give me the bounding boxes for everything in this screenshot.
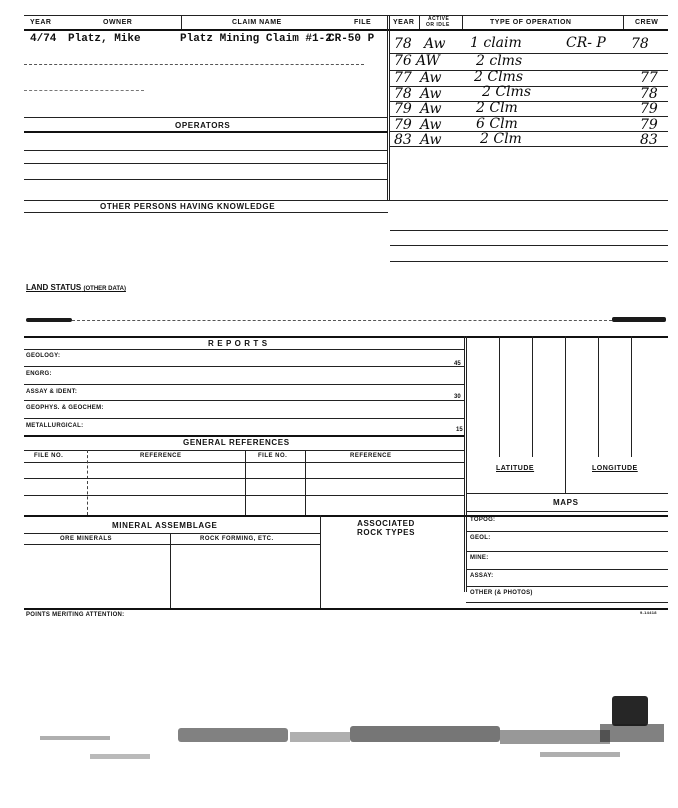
activity-year: 77 xyxy=(394,70,412,86)
report-label: METALLURGICAL: xyxy=(26,423,84,429)
rock-forming-header: ROCK FORMING, ETC. xyxy=(200,536,274,542)
maps-row-label: OTHER (& PHOTOS) xyxy=(470,590,533,596)
maps-row-label: TOPOG: xyxy=(470,517,496,523)
report-label: GEOPHYS. & GEOCHEM: xyxy=(26,405,104,411)
header-type-of-operation: TYPE OF OPERATION xyxy=(490,19,572,26)
activity-operation: 2 clms xyxy=(476,53,523,69)
latitude-label: LATITUDE xyxy=(496,465,535,472)
form-number: 9-14418 xyxy=(640,610,657,615)
record-file: CR-50 P xyxy=(328,33,375,45)
activity-year: 79 xyxy=(394,101,412,117)
activity-operation: 2 Clms xyxy=(482,84,532,100)
record-claim-name: Platz Mining Claim #1-2 xyxy=(180,33,332,45)
activity-crew: 79 xyxy=(640,117,658,133)
activity-operation: 2 Clms xyxy=(474,69,524,85)
activity-operation: 2 Clm xyxy=(476,100,518,116)
maps-row-label: ASSAY: xyxy=(470,573,494,579)
report-label: ASSAY & IDENT: xyxy=(26,389,78,395)
activity-year: 76 xyxy=(394,53,412,69)
ref-header-reference: REFERENCE xyxy=(140,453,182,459)
other-persons-heading: OTHER PERSONS HAVING KNOWLEDGE xyxy=(100,202,276,211)
report-label: ENGRG: xyxy=(26,371,52,377)
reports-heading: R E P O R T S xyxy=(208,339,268,348)
report-label: GEOLOGY: xyxy=(26,353,61,359)
general-references-heading: GENERAL REFERENCES xyxy=(183,438,290,447)
activity-status: Aw xyxy=(420,132,442,148)
report-code: 30 xyxy=(454,394,461,400)
activity-crew: 78 xyxy=(631,36,649,52)
operators-heading: OPERATORS xyxy=(175,121,231,130)
header-active-line2: OR IDLE xyxy=(426,22,450,28)
header-file: FILE xyxy=(354,19,372,26)
ref-header-file-no-2: FILE NO. xyxy=(258,453,288,459)
points-meriting-label: POINTS MERITING ATTENTION: xyxy=(26,612,125,618)
land-status-label: LAND STATUS xyxy=(26,283,82,292)
activity-crew: 83 xyxy=(640,132,658,148)
activity-year: 78 xyxy=(394,36,412,52)
longitude-label: LONGITUDE xyxy=(592,465,638,472)
activity-crew: 77 xyxy=(640,70,658,86)
activity-status: Aw xyxy=(420,86,442,102)
header-crew: CREW xyxy=(635,19,659,26)
activity-year: 78 xyxy=(394,86,412,102)
report-code: 15 xyxy=(456,427,463,433)
land-status-heading xyxy=(26,283,126,292)
maps-heading: MAPS xyxy=(553,498,579,507)
activity-operation: 1 claim xyxy=(470,35,522,51)
activity-status: AW xyxy=(416,53,440,69)
associated-rock-types-heading: ASSOCIATED ROCK TYPES xyxy=(357,519,416,537)
activity-operation: 2 Clm xyxy=(480,131,522,147)
activity-status: Aw xyxy=(420,70,442,86)
maps-row-label: GEOL: xyxy=(470,535,491,541)
header-claim-name: CLAIM NAME xyxy=(232,19,282,26)
activity-operation: 6 Clm xyxy=(476,116,518,132)
header-owner: OWNER xyxy=(103,19,133,26)
ore-minerals-header: ORE MINERALS xyxy=(60,536,113,542)
maps-row-label: MINE: xyxy=(470,555,489,561)
land-status-sub: (OTHER DATA) xyxy=(83,286,126,292)
ref-header-file-no: FILE NO. xyxy=(34,453,64,459)
mineral-assemblage-heading: MINERAL ASSEMBLAGE xyxy=(112,521,218,530)
header-year: YEAR xyxy=(30,19,52,26)
activity-crew: 79 xyxy=(640,101,658,117)
record-owner: Platz, Mike xyxy=(68,33,141,45)
header-active-line1: ACTIVE xyxy=(428,16,450,22)
activity-year: 83 xyxy=(394,132,412,148)
header-year-2: YEAR xyxy=(393,19,415,26)
ref-header-reference-2: REFERENCE xyxy=(350,453,392,459)
activity-file: CR- P xyxy=(566,35,606,51)
report-code: 45 xyxy=(454,361,461,367)
activity-status: Aw xyxy=(420,117,442,133)
record-year: 4/74 xyxy=(30,33,57,45)
activity-status: Aw xyxy=(424,36,446,52)
activity-year: 79 xyxy=(394,117,412,133)
activity-status: Aw xyxy=(420,101,442,117)
activity-crew: 78 xyxy=(640,86,658,102)
